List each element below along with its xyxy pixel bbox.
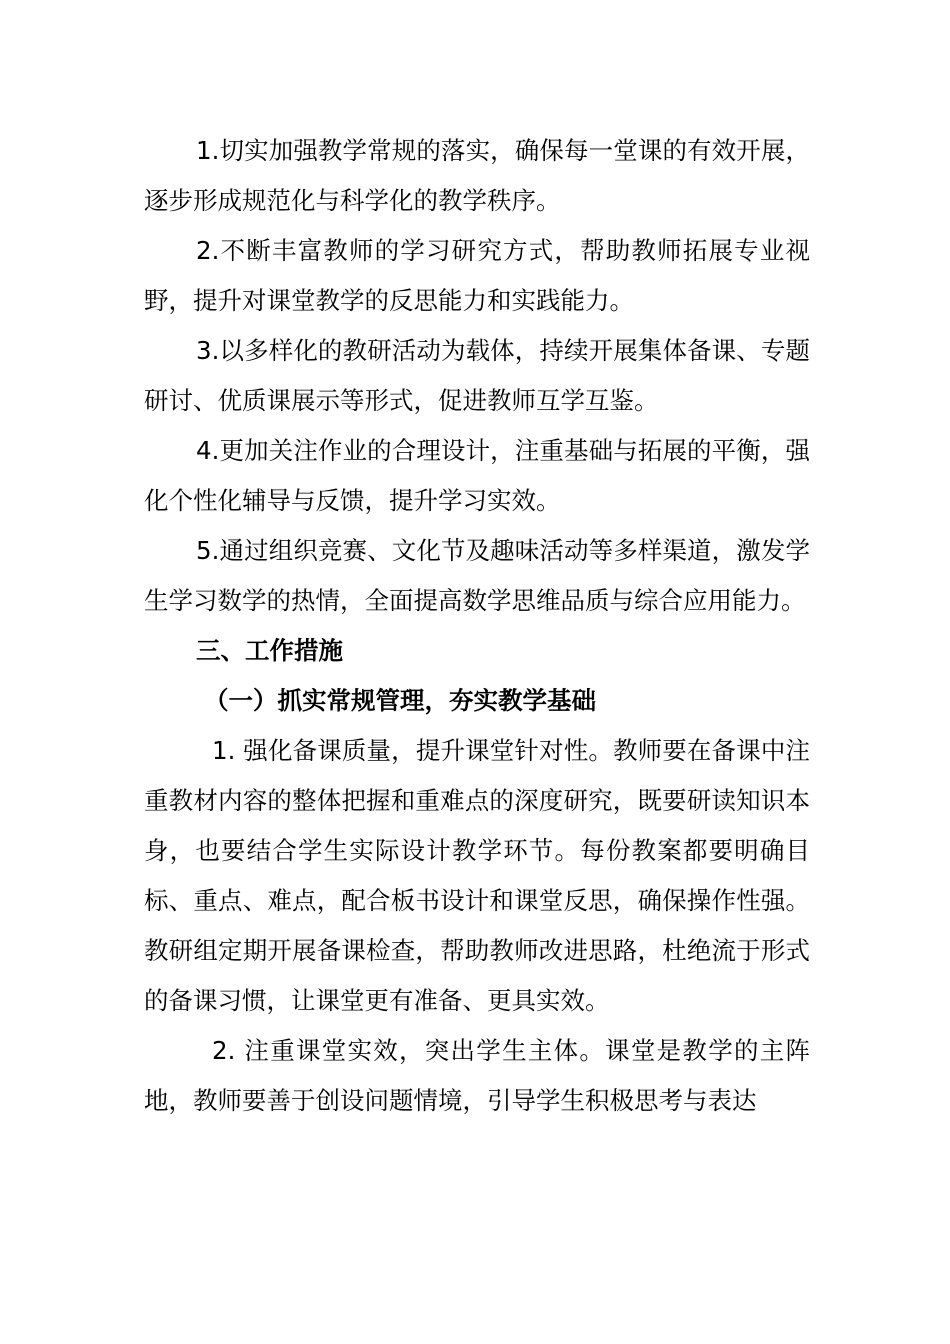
measure-paragraph-1: 1. 强化备课质量，提升课堂针对性。教师要在备课中注重教材内容的整体把握和重难点的深度研究，既要研读知识本身，也要结合学生实际设计教学环节。每份教案都要明确目标、重点、难点，配合板书设计和课堂反思，确保操作性强。教研组定期开展备课检查，帮助教师改进思路，杜绝流于形式的备课习惯，让课堂更有准备、更具实效。: [144, 736, 810, 1015]
section-heading: 三、工作措施: [196, 636, 343, 665]
subsection-heading: （一）抓实常规管理，夯实教学基础: [204, 686, 596, 715]
goal-paragraph-2: 2.不断丰富教师的学习研究方式，帮助教师拓展专业视野，提升对课堂教学的反思能力和实践能力。: [144, 236, 810, 315]
measure-paragraph-2: 2. 注重课堂实效，突出学生主体。课堂是教学的主阵地，教师要善于创设问题情境，引导学生积极思考与表达: [144, 1036, 810, 1115]
goal-paragraph-4: 4.更加关注作业的合理设计，注重基础与拓展的平衡，强化个性化辅导与反馈，提升学习实效。: [144, 436, 810, 515]
goal-paragraph-1: 1.切实加强教学常规的落实，确保每一堂课的有效开展，逐步形成规范化与科学化的教学秩序。: [144, 136, 810, 215]
document-body: [144, 126, 810, 1126]
goal-paragraph-5: 5.通过组织竞赛、文化节及趣味活动等多样渠道，激发学生学习数学的热情，全面提高数学思维品质与综合应用能力。: [144, 536, 810, 615]
goal-paragraph-3: 3.以多样化的教研活动为载体，持续开展集体备课、专题研讨、优质课展示等形式，促进教师互学互鉴。: [144, 336, 810, 415]
